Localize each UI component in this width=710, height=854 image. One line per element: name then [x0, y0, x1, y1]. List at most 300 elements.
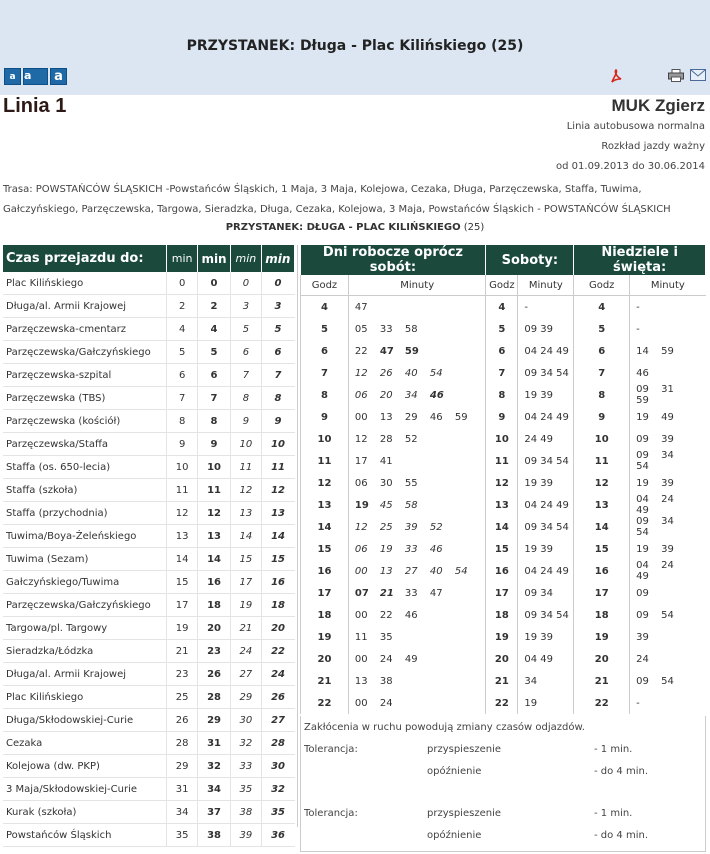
- travel-row: [3, 663, 295, 686]
- travel-minutes-2: 5: [197, 341, 230, 364]
- travel-minutes-3: 3: [231, 295, 261, 318]
- departure-minute: 14: [636, 345, 649, 357]
- acceleration-label-1: przyspieszenie: [427, 744, 501, 755]
- travel-minutes-3: 21: [231, 617, 261, 640]
- travel-destination: Parzęczewska/Gałczyńskiego: [3, 594, 167, 617]
- sunday-hour: 11: [574, 450, 630, 472]
- travel-minutes-1: 6: [167, 364, 197, 387]
- travel-destination: Kurak (szkoła): [3, 801, 167, 824]
- sunday-hour: 10: [574, 428, 630, 450]
- travel-minutes-4: 30: [261, 755, 294, 778]
- travel-minutes-3: 39: [231, 824, 261, 847]
- travel-destination: Gałczyńskiego/Tuwima: [3, 571, 167, 594]
- departure-minute: 46: [636, 367, 649, 379]
- saturday-hour: 11: [486, 450, 518, 472]
- weekday-hour: 4: [301, 296, 349, 319]
- validity-dates: od 01.09.2013 do 30.06.2014: [556, 161, 705, 172]
- route-line-2: Gałczyńskiego, Parzęczewska, Targowa, Sieradzka, Długa, Cezaka, Kolejowa, 3 Maja, Powstańców Śląskich - POWSTAŃCÓW ŚLĄSKICH: [3, 204, 671, 215]
- travel-time-table: [3, 245, 295, 847]
- font-small-button[interactable]: a: [4, 68, 21, 85]
- sunday-minutes: [630, 450, 706, 472]
- travel-minutes-1: 0: [167, 272, 197, 295]
- travel-row: [3, 318, 295, 341]
- departure-minute: 26: [379, 367, 393, 379]
- departure-minute: 40: [404, 367, 418, 379]
- travel-destination: Staffa (szkoła): [3, 479, 167, 502]
- travel-row: [3, 410, 295, 433]
- weekday-hour: 21: [301, 670, 349, 692]
- departure-minute: 09: [636, 516, 649, 527]
- departure-minute: 12: [354, 367, 368, 379]
- sunday-minutes: [630, 296, 706, 319]
- departure-minute: 59: [661, 345, 674, 357]
- travel-row: [3, 364, 295, 387]
- weekday-minutes: [348, 318, 486, 340]
- travel-minutes-4: 32: [261, 778, 294, 801]
- travel-row: [3, 640, 295, 663]
- departure-minute: 54: [661, 609, 674, 621]
- disruption-note: Zakłócenia w ruchu powodują zmiany czasów odjazdów.: [304, 722, 585, 733]
- departure-minute: 33: [379, 323, 393, 335]
- sunday-minutes: [630, 428, 706, 450]
- travel-minutes-4: 14: [261, 525, 294, 548]
- departure-minute: 13: [379, 411, 393, 423]
- travel-minutes-2: 9: [197, 433, 230, 456]
- sunday-hour: 20: [574, 648, 630, 670]
- saturday-minutes: 09 34 54: [518, 450, 574, 472]
- travel-row: [3, 778, 295, 801]
- saturday-hour: 4: [486, 296, 518, 319]
- travel-minutes-1: 31: [167, 778, 197, 801]
- travel-minutes-4: 7: [261, 364, 294, 387]
- travel-minutes-3: 30: [231, 709, 261, 732]
- travel-minutes-2: 32: [197, 755, 230, 778]
- travel-minutes-4: 0: [261, 272, 294, 295]
- travel-destination: Tuwima (Sezam): [3, 548, 167, 571]
- acceleration-value-2: - 1 min.: [594, 808, 633, 819]
- sunday-hour: 8: [574, 384, 630, 406]
- departure-minute: 25: [379, 521, 393, 533]
- travel-minutes-4: 18: [261, 594, 294, 617]
- departure-minute: 33: [404, 543, 418, 555]
- saturday-hour: 16: [486, 560, 518, 582]
- travel-minutes-1: 14: [167, 548, 197, 571]
- departure-minute: 59: [636, 395, 649, 406]
- sunday-hour: 12: [574, 472, 630, 494]
- travel-minutes-4: 11: [261, 456, 294, 479]
- pdf-icon[interactable]: [609, 68, 623, 84]
- travel-minutes-2: 37: [197, 801, 230, 824]
- travel-minutes-2: 11: [197, 479, 230, 502]
- travel-minutes-2: 10: [197, 456, 230, 479]
- departure-minute: 19: [636, 477, 649, 489]
- travel-minutes-4: 12: [261, 479, 294, 502]
- travel-minutes-4: 27: [261, 709, 294, 732]
- sunday-hour: 18: [574, 604, 630, 626]
- travel-minutes-1: 15: [167, 571, 197, 594]
- travel-minutes-3: 8: [231, 387, 261, 410]
- travel-minutes-1: 7: [167, 387, 197, 410]
- saturday-minutes: 09 34 54: [518, 362, 574, 384]
- weekday-hour: 20: [301, 648, 349, 670]
- schedule-row: [301, 670, 706, 692]
- font-medium-button[interactable]: a: [23, 68, 48, 85]
- schedule-row: [301, 406, 706, 428]
- travel-row: [3, 709, 295, 732]
- saturday-minutes: 09 34 54: [518, 604, 574, 626]
- travel-minutes-2: 7: [197, 387, 230, 410]
- travel-minutes-1: 4: [167, 318, 197, 341]
- travel-minutes-3: 5: [231, 318, 261, 341]
- departure-minute: 54: [636, 461, 649, 472]
- departure-minute: 00: [354, 411, 368, 423]
- weekday-minutes: [348, 560, 486, 582]
- schedule-row: [301, 604, 706, 626]
- line-type: Linia autobusowa normalna: [566, 121, 705, 132]
- travel-minutes-2: 2: [197, 295, 230, 318]
- travel-minutes-1: 25: [167, 686, 197, 709]
- schedule-row: [301, 296, 706, 319]
- departure-minute: 22: [354, 345, 368, 357]
- travel-minutes-2: 13: [197, 525, 230, 548]
- departure-minute: 39: [661, 477, 674, 489]
- travel-minutes-3: 11: [231, 456, 261, 479]
- travel-row: [3, 272, 295, 295]
- travel-minutes-1: 29: [167, 755, 197, 778]
- print-icon[interactable]: [668, 69, 684, 82]
- saturday-hour: 7: [486, 362, 518, 384]
- sunday-hour: 9: [574, 406, 630, 428]
- departure-minute: 00: [354, 609, 368, 621]
- departure-minute: 46: [429, 411, 443, 423]
- schedule-row: [301, 340, 706, 362]
- departure-minute: 19: [354, 499, 369, 511]
- weekday-hour: 17: [301, 582, 349, 604]
- saturday-hour: 13: [486, 494, 518, 516]
- travel-minutes-1: 11: [167, 479, 197, 502]
- departure-minute: 49: [636, 505, 649, 516]
- travel-minutes-3: 15: [231, 548, 261, 571]
- weekday-minutes: [348, 340, 486, 362]
- saturday-minutes-label: Minuty: [518, 275, 574, 296]
- departure-minute: 49: [636, 571, 649, 582]
- saturday-hour: 10: [486, 428, 518, 450]
- departure-minute: 24: [661, 560, 674, 571]
- travel-minutes-4: 6: [261, 341, 294, 364]
- line-title: Linia 1: [3, 95, 67, 117]
- travel-minutes-4: 9: [261, 410, 294, 433]
- departure-minute: 52: [429, 521, 443, 533]
- travel-minutes-2: 23: [197, 640, 230, 663]
- saturday-minutes: 04 24 49: [518, 560, 574, 582]
- travel-minutes-3: 33: [231, 755, 261, 778]
- travel-row: [3, 295, 295, 318]
- travel-minutes-1: 23: [167, 663, 197, 686]
- sunday-minutes: [630, 318, 706, 340]
- departure-minute: 19: [636, 543, 649, 555]
- departure-minute: 34: [404, 389, 418, 401]
- travel-row: [3, 755, 295, 778]
- travel-row: [3, 801, 295, 824]
- weekday-minutes: [348, 626, 486, 648]
- weekday-hour: 22: [301, 692, 349, 714]
- schedule-row: [301, 582, 706, 604]
- departure-minute: 58: [404, 499, 418, 511]
- departure-minute: 47: [429, 587, 443, 599]
- departure-minute: 39: [661, 433, 674, 445]
- saturday-hour: 12: [486, 472, 518, 494]
- departure-minute: 24: [379, 697, 393, 709]
- departure-minute: 24: [661, 494, 674, 505]
- sunday-minutes: [630, 648, 706, 670]
- sunday-minutes: [630, 494, 706, 516]
- travel-minutes-2: 29: [197, 709, 230, 732]
- travel-minutes-4: 24: [261, 663, 294, 686]
- departure-minute: 29: [404, 411, 418, 423]
- weekday-minutes: [348, 582, 486, 604]
- travel-row: [3, 571, 295, 594]
- weekday-hour: 8: [301, 384, 349, 406]
- saturday-hour: 6: [486, 340, 518, 362]
- departure-minute: 34: [661, 450, 674, 461]
- saturday-hour: 15: [486, 538, 518, 560]
- travel-minutes-2: 31: [197, 732, 230, 755]
- departure-minute: 40: [429, 565, 443, 577]
- departure-minute: 09: [636, 384, 649, 395]
- sunday-hour: 21: [574, 670, 630, 692]
- departure-minute: 24: [379, 653, 393, 665]
- weekday-minutes: [348, 450, 486, 472]
- travel-row: [3, 617, 295, 640]
- schedule-row: [301, 692, 706, 714]
- departure-minute: 04: [636, 494, 649, 505]
- departure-minute: 58: [404, 323, 418, 335]
- travel-minutes-4: 20: [261, 617, 294, 640]
- travel-minutes-1: 19: [167, 617, 197, 640]
- departure-minute: 47: [354, 301, 368, 313]
- departure-minute: 46: [404, 609, 418, 621]
- saturday-minutes: 04 24 49: [518, 494, 574, 516]
- email-icon[interactable]: [690, 69, 706, 81]
- departure-minute: 54: [661, 675, 674, 687]
- sunday-minutes: [630, 604, 706, 626]
- travel-row: [3, 479, 295, 502]
- weekday-hour: 12: [301, 472, 349, 494]
- travel-minutes-3: 12: [231, 479, 261, 502]
- schedule-row: [301, 362, 706, 384]
- schedule-row: [301, 472, 706, 494]
- saturday-minutes: 04 24 49: [518, 340, 574, 362]
- travel-minutes-3: 7: [231, 364, 261, 387]
- weekday-minutes: [348, 494, 486, 516]
- sunday-hour-label: Godz: [574, 275, 630, 296]
- travel-header-min-1: min: [167, 245, 197, 272]
- schedule-table: [300, 245, 706, 714]
- travel-destination: Długa/al. Armii Krajowej: [3, 295, 167, 318]
- sunday-minutes: [630, 340, 706, 362]
- travel-minutes-1: 13: [167, 525, 197, 548]
- departure-minute: 12: [354, 433, 368, 445]
- travel-minutes-3: 6: [231, 341, 261, 364]
- departure-minute: 20: [379, 389, 393, 401]
- sunday-hour: 17: [574, 582, 630, 604]
- weekday-hour: 7: [301, 362, 349, 384]
- departure-minute: 39: [661, 543, 674, 555]
- sunday-minutes: [630, 516, 706, 538]
- travel-row: [3, 456, 295, 479]
- travel-row: [3, 341, 295, 364]
- travel-minutes-1: 28: [167, 732, 197, 755]
- travel-destination: Cezaka: [3, 732, 167, 755]
- travel-minutes-3: 10: [231, 433, 261, 456]
- travel-row: [3, 594, 295, 617]
- travel-minutes-1: 26: [167, 709, 197, 732]
- stop-number: (25): [463, 222, 485, 233]
- page-title: PRZYSTANEK: Długa - Plac Kilińskiego (25): [186, 38, 524, 54]
- departure-minute: 38: [379, 675, 393, 687]
- departure-minute: 04: [636, 560, 649, 571]
- travel-minutes-4: 16: [261, 571, 294, 594]
- travel-minutes-3: 19: [231, 594, 261, 617]
- schedule-row: [301, 428, 706, 450]
- font-large-button[interactable]: a: [50, 68, 67, 85]
- departure-minute: 09: [636, 450, 649, 461]
- weekday-hour: 13: [301, 494, 349, 516]
- weekday-minutes: [348, 296, 486, 319]
- travel-minutes-1: 2: [167, 295, 197, 318]
- departure-minute: 09: [636, 433, 649, 445]
- travel-minutes-2: 26: [197, 663, 230, 686]
- sunday-hour: 5: [574, 318, 630, 340]
- travel-destination: Parzęczewska-cmentarz: [3, 318, 167, 341]
- sunday-minutes: [630, 472, 706, 494]
- departure-minute: 39: [404, 521, 418, 533]
- departure-minute: 06: [354, 389, 368, 401]
- sunday-hour: 4: [574, 296, 630, 319]
- weekday-hour: 19: [301, 626, 349, 648]
- travel-row: [3, 686, 295, 709]
- weekday-minutes: [348, 472, 486, 494]
- operator-name: MUK Zgierz: [611, 96, 705, 115]
- travel-destination: Powstańców Śląskich: [3, 824, 167, 847]
- travel-minutes-1: 10: [167, 456, 197, 479]
- departure-minute: 33: [404, 587, 418, 599]
- weekday-header: Dni robocze oprócz sobót:: [301, 245, 486, 275]
- travel-header-min-2: min: [197, 245, 230, 272]
- travel-destination: Parzęczewska/Staffa: [3, 433, 167, 456]
- weekday-minutes: [348, 604, 486, 626]
- weekday-hour: 9: [301, 406, 349, 428]
- saturday-minutes: 04 49: [518, 648, 574, 670]
- schedule-row: [301, 450, 706, 472]
- saturday-minutes: 09 34: [518, 582, 574, 604]
- weekday-hour: 16: [301, 560, 349, 582]
- travel-minutes-1: 17: [167, 594, 197, 617]
- departure-minute: 31: [661, 384, 674, 395]
- weekday-hour: 11: [301, 450, 349, 472]
- travel-minutes-4: 35: [261, 801, 294, 824]
- departure-minute: 41: [379, 455, 393, 467]
- travel-row: [3, 502, 295, 525]
- schedule-row: [301, 538, 706, 560]
- travel-minutes-3: 38: [231, 801, 261, 824]
- sunday-hour: 15: [574, 538, 630, 560]
- travel-minutes-2: 34: [197, 778, 230, 801]
- travel-minutes-2: 28: [197, 686, 230, 709]
- departure-minute: 09: [636, 609, 649, 621]
- departure-minute: 12: [354, 521, 368, 533]
- travel-minutes-4: 36: [261, 824, 294, 847]
- travel-row: [3, 525, 295, 548]
- travel-minutes-3: 14: [231, 525, 261, 548]
- travel-minutes-2: 14: [197, 548, 230, 571]
- departure-minute: 54: [429, 367, 443, 379]
- sunday-minutes: [630, 538, 706, 560]
- saturday-minutes: 09 34 54: [518, 516, 574, 538]
- sunday-minutes: [630, 384, 706, 406]
- stop-subtitle: [0, 222, 710, 233]
- travel-minutes-4: 28: [261, 732, 294, 755]
- travel-destination: Parzęczewska (TBS): [3, 387, 167, 410]
- departure-minute: 13: [379, 565, 393, 577]
- sunday-hour: 13: [574, 494, 630, 516]
- weekday-minutes: [348, 538, 486, 560]
- departure-minute: 45: [379, 499, 393, 511]
- travel-minutes-2: 6: [197, 364, 230, 387]
- weekday-hour: 18: [301, 604, 349, 626]
- weekday-minutes: [348, 384, 486, 406]
- sunday-minutes-label: Minuty: [630, 275, 706, 296]
- travel-minutes-1: 21: [167, 640, 197, 663]
- departure-minute: 17: [354, 455, 368, 467]
- saturday-hour: 9: [486, 406, 518, 428]
- departure-minute: 28: [379, 433, 393, 445]
- saturday-hour-label: Godz: [486, 275, 518, 296]
- delay-value-1: - do 4 min.: [594, 766, 649, 777]
- weekday-minutes: [348, 406, 486, 428]
- travel-destination: Targowa/pl. Targowy: [3, 617, 167, 640]
- weekday-minutes: [348, 648, 486, 670]
- departure-minute: 54: [636, 527, 649, 538]
- saturday-hour: 18: [486, 604, 518, 626]
- delay-label-1: opóźnienie: [427, 766, 482, 777]
- saturday-hour: 5: [486, 318, 518, 340]
- travel-destination: Plac Kilińskiego: [3, 686, 167, 709]
- travel-minutes-4: 22: [261, 640, 294, 663]
- travel-header-min-3: min: [231, 245, 261, 272]
- departure-minute: 00: [354, 565, 368, 577]
- saturday-header: Soboty:: [486, 245, 574, 275]
- acceleration-value-1: - 1 min.: [594, 744, 633, 755]
- travel-destination: Kolejowa (dw. PKP): [3, 755, 167, 778]
- saturday-hour: 17: [486, 582, 518, 604]
- travel-minutes-2: 12: [197, 502, 230, 525]
- departure-minute: 19: [636, 411, 649, 423]
- weekday-minutes: [348, 428, 486, 450]
- departure-minute: -: [636, 323, 640, 335]
- travel-minutes-1: 35: [167, 824, 197, 847]
- schedule-row: [301, 626, 706, 648]
- travel-minutes-3: 35: [231, 778, 261, 801]
- saturday-minutes: 19 39: [518, 472, 574, 494]
- saturday-minutes: 19 39: [518, 384, 574, 406]
- sunday-header: Niedziele i święta:: [574, 245, 706, 275]
- travel-destination: Sieradzka/Łódzka: [3, 640, 167, 663]
- travel-minutes-4: 3: [261, 295, 294, 318]
- sunday-minutes: [630, 582, 706, 604]
- departure-minute: -: [636, 697, 640, 709]
- travel-row: [3, 387, 295, 410]
